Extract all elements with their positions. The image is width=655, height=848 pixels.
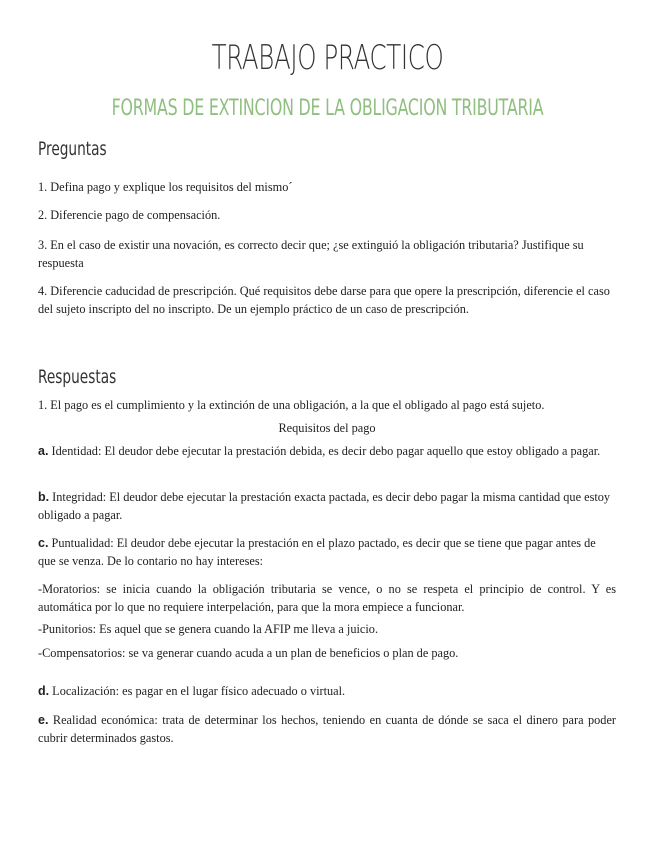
answers-heading: Respuestas — [38, 366, 117, 388]
requisito-a — [38, 442, 616, 460]
requisito-e-text: Realidad económica: trata de determinar los hechos, teniendo en cuanta de dónde se saca el dinero para poder cubrir determinados gastos. — [38, 713, 616, 745]
requisito-b-label: b. — [38, 490, 50, 504]
intereses-moratorios: -Moratorios: se inicia cuando la obligación tributaria se vence, o no se respeta el principio de control. Y es automática por lo que no requiere interpelación, para que la mora empiece a funcionar. — [38, 582, 616, 614]
requisito-d-text: Localización: es pagar en el lugar físico adecuado o virtual. — [49, 684, 346, 698]
question-3: 3. En el caso de existir una novación, es correcto decir que; ¿se extinguió la obligación tributaria? Justifique su respuesta — [38, 238, 584, 270]
requisito-b-text: Integridad: El deudor debe ejecutar la prestación exacta pactada, es decir debo pagar la misma cantidad que estoy obligado a pagar. — [38, 490, 611, 522]
question-2: 2. Diferencie pago de compensación. — [38, 208, 221, 222]
document-title: TRABAJO PRACTICO — [211, 38, 444, 78]
requisito-b — [38, 488, 616, 524]
questions-heading: Preguntas — [38, 138, 107, 160]
requisito-e — [38, 711, 616, 747]
intereses-punitorios: -Punitorios: Es aquel que se genera cuando la AFIP me lleva a juicio. — [38, 622, 379, 636]
requisito-a-label: a. — [38, 444, 49, 458]
answer-1-intro: 1. El pago es el cumplimiento y la extinción de una obligación, a la que el obligado al pago está sujeto. — [38, 398, 545, 412]
requisito-c-label: c. — [38, 536, 49, 550]
question-4: 4. Diferencie caducidad de prescripción. Qué requisitos debe darse para que opere la prescripción, diferencie el caso del sujeto inscripto del no inscripto. De un ejemplo práctico de un caso de prescripción. — [38, 284, 610, 316]
requisito-e-label: e. — [38, 713, 49, 727]
document-subtitle: FORMAS DE EXTINCION DE LA OBLIGACION TRIBUTARIA — [111, 96, 544, 121]
requisitos-title: Requisitos del pago — [278, 421, 376, 435]
requisito-c — [38, 534, 616, 570]
requisito-c-text: Puntualidad: El deudor debe ejecutar la prestación en el plazo pactado, es decir que se tiene que pagar antes de que se venza. De lo contario no hay intereses: — [38, 536, 596, 568]
requisito-d-label: d. — [38, 684, 50, 698]
requisito-d — [38, 682, 616, 700]
requisito-a-text: Identidad: El deudor debe ejecutar la prestación debida, es decir debo pagar aquello que estoy obligado a pagar. — [48, 444, 601, 458]
question-1: 1. Defina pago y explique los requisitos del mismo´ — [38, 180, 293, 194]
intereses-compensatorios: -Compensatorios: se va generar cuando acuda a un plan de beneficios o plan de pago. — [38, 646, 459, 660]
